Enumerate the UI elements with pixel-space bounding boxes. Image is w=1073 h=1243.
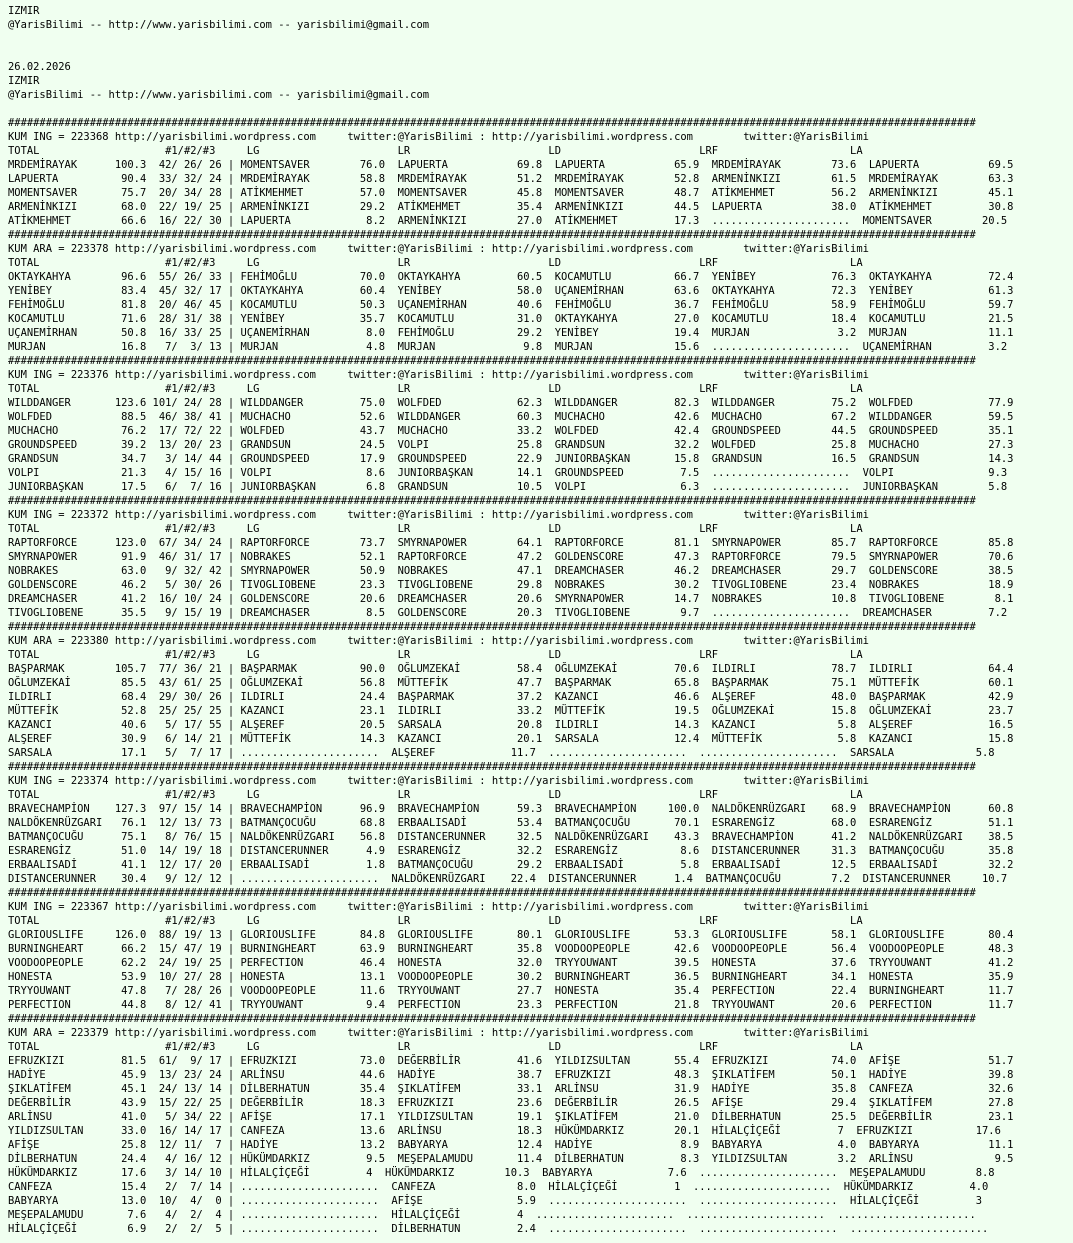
result-row: YILDIZSULTAN 33.0 16/ 14/ 17 | CANFEZA 13.6 ARLİNSU 18.3 HÜKÜMDARKIZ 20.1 HİLALÇİÇEĞİ 7 EFRUZKIZI 17.6	[8, 1125, 1001, 1137]
blank-line	[8, 32, 1073, 46]
blank-line	[8, 102, 1073, 116]
result-row: MUCHACHO 76.2 17/ 72/ 22 | WOLFDED 43.7 MUCHACHO 33.2 WOLFDED 42.4 GROUNDSPEED 44.5 GROUNDSPEED 35.1	[8, 425, 1014, 437]
column-header-line: TOTAL #1/#2/#3 LG LR LD LRF LA	[8, 915, 863, 927]
result-row: NOBRAKES 63.0 9/ 32/ 42 | SMYRNAPOWER 50.9 NOBRAKES 47.1 DREAMCHASER 46.2 DREAMCHASER 29.7 GOLDENSCORE 38.5	[8, 565, 1014, 577]
result-row: NALDÖKENRÜZGARI 76.1 12/ 13/ 73 | BATMANÇOCUĞU 68.8 ERBAALISADİ 53.4 BATMANÇOCUĞU 70.1 ESRARENGİZ 68.0 ESRARENGİZ 51.1	[8, 817, 1014, 829]
race-header-line: KUM ING = 223374 http://yarisbilimi.wordpress.com twitter:@YarisBilimi : http://yarisbilimi.wordpress.com twitter:@YarisBilimi	[8, 775, 869, 787]
race-header-line: KUM ARA = 223379 http://yarisbilimi.wordpress.com twitter:@YarisBilimi : http://yarisbilimi.wordpress.com twitter:@YarisBilimi	[8, 1027, 869, 1039]
text-line: IZMIR	[8, 5, 40, 17]
separator-line: ##########################################################################################################################################################	[8, 887, 976, 899]
separator-line: ##########################################################################################################################################################	[8, 495, 976, 507]
result-row: HADİYE 45.9 13/ 23/ 24 | ARLİNSU 44.6 HADİYE 38.7 EFRUZKIZI 48.3 ŞIKLATİFEM 50.1 HADİYE 39.8	[8, 1069, 1014, 1081]
result-row: DEĞERBİLİR 43.9 15/ 22/ 25 | DEĞERBİLİR 18.3 EFRUZKIZI 23.6 DEĞERBİLİR 26.5 AFİŞE 29.4 ŞIKLATİFEM 27.8	[8, 1097, 1014, 1109]
result-row: HÜKÜMDARKIZ 17.6 3/ 14/ 10 | HİLALÇİÇEĞİ 4 HÜKÜMDARKIZ 10.3 BABYARYA 7.6 ...................... MEŞEPALAMUDU 8.8	[8, 1167, 995, 1179]
result-row: VOODOOPEOPLE 62.2 24/ 19/ 25 | PERFECTION 46.4 HONESTA 32.0 TRYYOUWANT 39.5 HONESTA 37.6 TRYYOUWANT 41.2	[8, 957, 1014, 969]
result-row: HİLALÇİÇEĞİ 6.9 2/ 2/ 5 | ...................... DİLBERHATUN 2.4 ...................... ...................... ......................	[8, 1223, 989, 1235]
result-row: DISTANCERUNNER 30.4 9/ 12/ 12 | ...................... NALDÖKENRÜZGARI 22.4 DISTANCERUNNER 1.4 BATMANÇOCUĞU 7.2 DISTANCERUNNER 10.7	[8, 873, 1008, 885]
result-row: ERBAALISADİ 41.1 12/ 17/ 20 | ERBAALISADİ 1.8 BATMANÇOCUĞU 29.2 ERBAALISADİ 5.8 ERBAALISADİ 12.5 ERBAALISADİ 32.2	[8, 859, 1014, 871]
column-header-line: TOTAL #1/#2/#3 LG LR LD LRF LA	[8, 523, 863, 535]
result-row: BURNINGHEART 66.2 15/ 47/ 19 | BURNINGHEART 63.9 BURNINGHEART 35.8 VOODOOPEOPLE 42.6 VOODOOPEOPLE 56.4 VOODOOPEOPLE 48.3	[8, 943, 1014, 955]
result-row: KOCAMUTLU 71.6 28/ 31/ 38 | YENİBEY 35.7 KOCAMUTLU 31.0 OKTAYKAHYA 27.0 KOCAMUTLU 18.4 KOCAMUTLU 21.5	[8, 313, 1014, 325]
column-header-line: TOTAL #1/#2/#3 LG LR LD LRF LA	[8, 145, 863, 157]
result-row: EFRUZKIZI 81.5 61/ 9/ 17 | EFRUZKIZI 73.0 DEĞERBİLİR 41.6 YILDIZSULTAN 55.4 EFRUZKIZI 74.0 AFİŞE 51.7	[8, 1055, 1014, 1067]
separator-line: ##########################################################################################################################################################	[8, 229, 976, 241]
result-row: KAZANCI 40.6 5/ 17/ 55 | ALŞEREF 20.5 SARSALA 20.8 ILDIRLI 14.3 KAZANCI 5.8 ALŞEREF 16.5	[8, 719, 1014, 731]
column-header-line: TOTAL #1/#2/#3 LG LR LD LRF LA	[8, 257, 863, 269]
separator-line: ##########################################################################################################################################################	[8, 761, 976, 773]
result-row: BRAVECHAMPİON 127.3 97/ 15/ 14 | BRAVECHAMPİON 96.9 BRAVECHAMPİON 59.3 BRAVECHAMPİON 100.0 NALDÖKENRÜZGARI 68.9 BRAVECHAMPİON 60.8	[8, 803, 1014, 815]
separator-line: ##########################################################################################################################################################	[8, 621, 976, 633]
column-header-line: TOTAL #1/#2/#3 LG LR LD LRF LA	[8, 383, 863, 395]
result-row: BATMANÇOCUĞU 75.1 8/ 76/ 15 | NALDÖKENRÜZGARI 56.8 DISTANCERUNNER 32.5 NALDÖKENRÜZGARI 43.3 BRAVECHAMPİON 41.2 NALDÖKENRÜZGARI 38.5	[8, 831, 1014, 843]
race-header-line: KUM ING = 223367 http://yarisbilimi.wordpress.com twitter:@YarisBilimi : http://yarisbilimi.wordpress.com twitter:@YarisBilimi	[8, 901, 869, 913]
result-row: ARMENİNKIZI 68.0 22/ 19/ 25 | ARMENİNKIZI 29.2 ATİKMEHMET 35.4 ARMENİNKIZI 44.5 LAPUERTA 38.0 ATİKMEHMET 30.8	[8, 201, 1014, 213]
result-row: ILDIRLI 68.4 29/ 30/ 26 | ILDIRLI 24.4 BAŞPARMAK 37.2 KAZANCI 46.6 ALŞEREF 48.0 BAŞPARMAK 42.9	[8, 691, 1014, 703]
result-row: AFİŞE 25.8 12/ 11/ 7 | HADİYE 13.2 BABYARYA 12.4 HADİYE 8.9 BABYARYA 4.0 BABYARYA 11.1	[8, 1139, 1014, 1151]
result-row: CANFEZA 15.4 2/ 7/ 14 | ...................... CANFEZA 8.0 HİLALÇİÇEĞİ 1 ...................... HÜKÜMDARKIZ 4.0	[8, 1181, 989, 1193]
separator-line: ##########################################################################################################################################################	[8, 1013, 976, 1025]
result-row: MRDEMİRAYAK 100.3 42/ 26/ 26 | MOMENTSAVER 76.0 LAPUERTA 69.8 LAPUERTA 65.9 MRDEMİRAYAK 73.6 LAPUERTA 69.5	[8, 159, 1014, 171]
result-row: BAŞPARMAK 105.7 77/ 36/ 21 | BAŞPARMAK 90.0 OĞLUMZEKAİ 58.4 OĞLUMZEKAİ 70.6 ILDIRLI 78.7 ILDIRLI 64.4	[8, 663, 1014, 675]
result-row: OKTAYKAHYA 96.6 55/ 26/ 33 | FEHİMOĞLU 70.0 OKTAYKAHYA 60.5 KOCAMUTLU 66.7 YENİBEY 76.3 OKTAYKAHYA 72.4	[8, 271, 1014, 283]
result-row: OĞLUMZEKAİ 85.5 43/ 61/ 25 | OĞLUMZEKAİ 56.8 MÜTTEFİK 47.7 BAŞPARMAK 65.8 BAŞPARMAK 75.1 MÜTTEFİK 60.1	[8, 677, 1014, 689]
result-row: MURJAN 16.8 7/ 3/ 13 | MURJAN 4.8 MURJAN 9.8 MURJAN 15.6 ...................... UÇANEMİRHAN 3.2	[8, 341, 1008, 353]
result-row: WILDDANGER 123.6 101/ 24/ 28 | WILDDANGER 75.0 WOLFDED 62.3 WILDDANGER 82.3 WILDDANGER 75.2 WOLFDED 77.9	[8, 397, 1014, 409]
result-row: DİLBERHATUN 24.4 4/ 16/ 12 | HÜKÜMDARKIZ 9.5 MEŞEPALAMUDU 11.4 DİLBERHATUN 8.3 YILDIZSULTAN 3.2 ARLİNSU 9.5	[8, 1153, 1014, 1165]
column-header-line: TOTAL #1/#2/#3 LG LR LD LRF LA	[8, 1041, 863, 1053]
race-header-line: KUM ING = 223372 http://yarisbilimi.wordpress.com twitter:@YarisBilimi : http://yarisbilimi.wordpress.com twitter:@YarisBilimi	[8, 509, 869, 521]
result-row: MÜTTEFİK 52.8 25/ 25/ 25 | KAZANCI 23.1 ILDIRLI 33.2 MÜTTEFİK 19.5 OĞLUMZEKAİ 15.8 OĞLUMZEKAİ 23.7	[8, 705, 1014, 717]
result-row: GROUNDSPEED 39.2 13/ 20/ 23 | GRANDSUN 24.5 VOLPI 25.8 GRANDSUN 32.2 WOLFDED 25.8 MUCHACHO 27.3	[8, 439, 1014, 451]
result-row: ESRARENGİZ 51.0 14/ 19/ 18 | DISTANCERUNNER 4.9 ESRARENGİZ 32.2 ESRARENGİZ 8.6 DISTANCERUNNER 31.3 BATMANÇOCUĞU 35.8	[8, 845, 1014, 857]
race-header-line: KUM ING = 223376 http://yarisbilimi.wordpress.com twitter:@YarisBilimi : http://yarisbilimi.wordpress.com twitter:@YarisBilimi	[8, 369, 869, 381]
result-row: FEHİMOĞLU 81.8 20/ 46/ 45 | KOCAMUTLU 50.3 UÇANEMİRHAN 40.6 FEHİMOĞLU 36.7 FEHİMOĞLU 58.9 FEHİMOĞLU 59.7	[8, 299, 1014, 311]
column-header-line: TOTAL #1/#2/#3 LG LR LD LRF LA	[8, 789, 863, 801]
race-header-line: KUM ARA = 223378 http://yarisbilimi.wordpress.com twitter:@YarisBilimi : http://yarisbilimi.wordpress.com twitter:@YarisBilimi	[8, 243, 869, 255]
result-row: MOMENTSAVER 75.7 20/ 34/ 28 | ATİKMEHMET 57.0 MOMENTSAVER 45.8 MOMENTSAVER 48.7 ATİKMEHMET 56.2 ARMENİNKIZI 45.1	[8, 187, 1014, 199]
result-row: VOLPI 21.3 4/ 15/ 16 | VOLPI 8.6 JUNIORBAŞKAN 14.1 GROUNDSPEED 7.5 ...................... VOLPI 9.3	[8, 467, 1008, 479]
race-header-line: KUM ING = 223368 http://yarisbilimi.wordpress.com twitter:@YarisBilimi : http://yarisbilimi.wordpress.com twitter:@YarisBilimi	[8, 131, 869, 143]
result-row: MEŞEPALAMUDU 7.6 4/ 2/ 4 | ...................... HİLALÇİÇEĞİ 4 ...................... ...................... ......................	[8, 1209, 976, 1221]
separator-line: ##########################################################################################################################################################	[8, 355, 976, 367]
text-line: @YarisBilimi -- http://www.yarisbilimi.com -- yarisbilimi@gmail.com	[8, 89, 430, 101]
race-header-line: KUM ARA = 223380 http://yarisbilimi.wordpress.com twitter:@YarisBilimi : http://yarisbilimi.wordpress.com twitter:@YarisBilimi	[8, 635, 869, 647]
text-line: IZMIR	[8, 75, 40, 87]
result-row: UÇANEMİRHAN 50.8 16/ 33/ 25 | UÇANEMİRHAN 8.0 FEHİMOĞLU 29.2 YENİBEY 19.4 MURJAN 3.2 MURJAN 11.1	[8, 327, 1014, 339]
result-row: DREAMCHASER 41.2 16/ 10/ 24 | GOLDENSCORE 20.6 DREAMCHASER 20.6 SMYRNAPOWER 14.7 NOBRAKES 10.8 TIVOGLIOBENE 8.1	[8, 593, 1014, 605]
result-row: LAPUERTA 90.4 33/ 32/ 24 | MRDEMİRAYAK 58.8 MRDEMİRAYAK 51.2 MRDEMİRAYAK 52.8 ARMENİNKIZI 61.5 MRDEMİRAYAK 63.3	[8, 173, 1014, 185]
result-row: ALŞEREF 30.9 6/ 14/ 21 | MÜTTEFİK 14.3 KAZANCI 20.1 SARSALA 12.4 MÜTTEFİK 5.8 KAZANCI 15.8	[8, 733, 1014, 745]
result-row: WOLFDED 88.5 46/ 38/ 41 | MUCHACHO 52.6 WILDDANGER 60.3 MUCHACHO 42.6 MUCHACHO 67.2 WILDDANGER 59.5	[8, 411, 1014, 423]
result-row: ŞIKLATİFEM 45.1 24/ 13/ 14 | DİLBERHATUN 35.4 ŞIKLATİFEM 33.1 ARLİNSU 31.9 HADİYE 35.8 CANFEZA 32.6	[8, 1083, 1014, 1095]
result-row: GLORIOUSLIFE 126.0 88/ 19/ 13 | GLORIOUSLIFE 84.8 GLORIOUSLIFE 80.1 GLORIOUSLIFE 53.3 GLORIOUSLIFE 58.1 GLORIOUSLIFE 80.4	[8, 929, 1014, 941]
column-header-line: TOTAL #1/#2/#3 LG LR LD LRF LA	[8, 649, 863, 661]
result-row: BABYARYA 13.0 10/ 4/ 0 | ...................... AFİŞE 5.9 ...................... ...................... HİLALÇİÇEĞİ 3	[8, 1195, 983, 1207]
result-row: TRYYOUWANT 47.8 7/ 28/ 26 | VOODOOPEOPLE 11.6 TRYYOUWANT 27.7 HONESTA 35.4 PERFECTION 22.4 BURNINGHEART 11.7	[8, 985, 1014, 997]
separator-line: ##########################################################################################################################################################	[8, 117, 976, 129]
result-row: TIVOGLIOBENE 35.5 9/ 15/ 19 | DREAMCHASER 8.5 GOLDENSCORE 20.3 TIVOGLIOBENE 9.7 ...................... DREAMCHASER 7.2	[8, 607, 1008, 619]
result-row: GRANDSUN 34.7 3/ 14/ 44 | GROUNDSPEED 17.9 GROUNDSPEED 22.9 JUNIORBAŞKAN 15.8 GRANDSUN 16.5 GRANDSUN 14.3	[8, 453, 1014, 465]
result-row: RAPTORFORCE 123.0 67/ 34/ 24 | RAPTORFORCE 73.7 SMYRNAPOWER 64.1 RAPTORFORCE 81.1 SMYRNAPOWER 85.7 RAPTORFORCE 85.8	[8, 537, 1014, 549]
result-row: SMYRNAPOWER 91.9 46/ 31/ 17 | NOBRAKES 52.1 RAPTORFORCE 47.2 GOLDENSCORE 47.3 RAPTORFORCE 79.5 SMYRNAPOWER 70.6	[8, 551, 1014, 563]
text-line: @YarisBilimi -- http://www.yarisbilimi.com -- yarisbilimi@gmail.com	[8, 19, 430, 31]
result-row: GOLDENSCORE 46.2 5/ 30/ 26 | TIVOGLIOBENE 23.3 TIVOGLIOBENE 29.8 NOBRAKES 30.2 TIVOGLIOBENE 23.4 NOBRAKES 18.9	[8, 579, 1014, 591]
result-row: SARSALA 17.1 5/ 7/ 17 | ...................... ALŞEREF 11.7 ...................... ...................... SARSALA 5.8	[8, 747, 995, 759]
result-row: HONESTA 53.9 10/ 27/ 28 | HONESTA 13.1 VOODOOPEOPLE 30.2 BURNINGHEART 36.5 BURNINGHEART 34.1 HONESTA 35.9	[8, 971, 1014, 983]
result-row: PERFECTION 44.8 8/ 12/ 41 | TRYYOUWANT 9.4 PERFECTION 23.3 PERFECTION 21.8 TRYYOUWANT 20.6 PERFECTION 11.7	[8, 999, 1014, 1011]
result-row: ARLİNSU 41.0 5/ 34/ 22 | AFİŞE 17.1 YILDIZSULTAN 19.1 ŞIKLATİFEM 21.0 DİLBERHATUN 25.5 DEĞERBİLİR 23.1	[8, 1111, 1014, 1123]
text-line: 26.02.2026	[8, 61, 71, 73]
result-row: JUNIORBAŞKAN 17.5 6/ 7/ 16 | JUNIORBAŞKAN 6.8 GRANDSUN 10.5 VOLPI 6.3 ...................... JUNIORBAŞKAN 5.8	[8, 481, 1008, 493]
result-row: YENİBEY 83.4 45/ 32/ 17 | OKTAYKAHYA 60.4 YENİBEY 58.0 UÇANEMİRHAN 63.6 OKTAYKAHYA 72.3 YENİBEY 61.3	[8, 285, 1014, 297]
result-row: ATİKMEHMET 66.6 16/ 22/ 30 | LAPUERTA 8.2 ARMENİNKIZI 27.0 ATİKMEHMET 17.3 ...................... MOMENTSAVER 20.5	[8, 215, 1008, 227]
blank-line	[8, 46, 1073, 60]
